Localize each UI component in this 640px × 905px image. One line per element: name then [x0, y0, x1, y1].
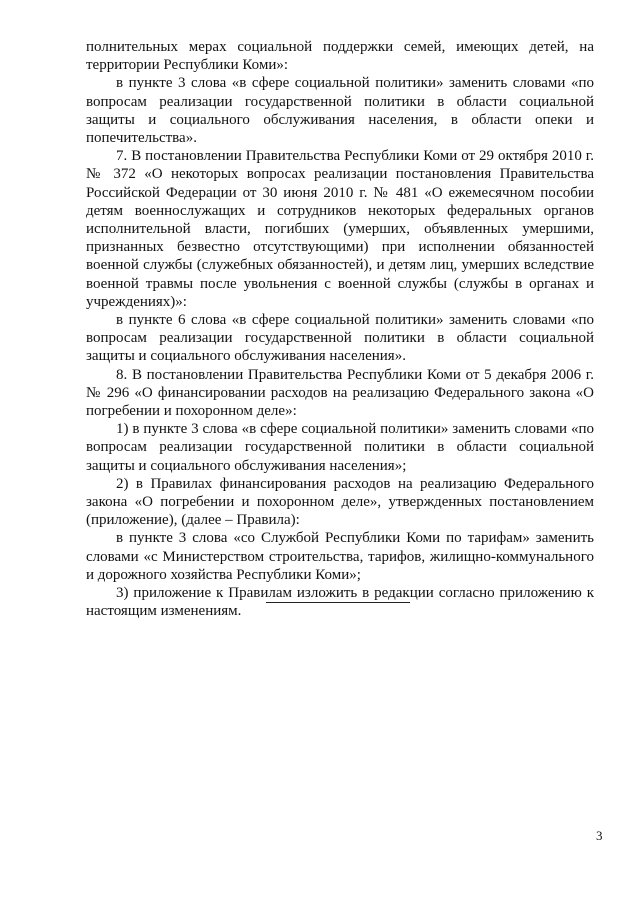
paragraph-item-8: 8. В постановлении Правительства Республики Коми от 5 декабря 2006 г. № 296 «О финансировании расходов на реализацию Федерального закона «О погребении и похоронном деле»:: [86, 366, 594, 420]
paragraph-subitem-1: 1) в пункте 3 слова «в сфере социальной политики» заменить словами «по вопросам реализации государственной политики в области социальной защиты и социального обслуживания населения»;: [86, 421, 594, 474]
paragraph-point-6-amendment: в пункте 6 слова «в сфере социальной политики» заменить словами «по вопросам реализации государственной политики в области социальной защиты и социального обслуживания населения».: [86, 312, 594, 365]
paragraph-subitem-2: 2) в Правилах финансирования расходов на реализацию Федерального закона «О погребении и похоронном деле», утвержденных постановлением (приложение), (далее – Правила):: [86, 475, 594, 529]
end-separator-line: [266, 602, 410, 603]
paragraph-continuation: полнительных мерах социальной поддержки семей, имеющих детей, на территории Республики Коми»:: [86, 39, 594, 74]
paragraph-subitem-2-point-3: в пункте 3 слова «со Службой Республики Коми по тарифам» заменить словами «с Министерством строительства, тарифов, жилищно-коммунального и дорожного хозяйства Республики Коми»;: [86, 530, 594, 583]
paragraph-point-3-amendment: в пункте 3 слова «в сфере социальной политики» заменить словами «по вопросам реализации государственной политики в области социальной защиты и социального обслуживания населения, в области опеки и попечительства».: [86, 75, 594, 147]
page-number: 3: [596, 828, 603, 843]
paragraph-subitem-3: 3) приложение к Правилам изложить в редакции согласно приложению к настоящим изменениям.: [86, 585, 594, 620]
document-body: [86, 38, 594, 621]
paragraph-item-7: 7. В постановлении Правительства Республики Коми от 29 октября 2010 г. № 372 «О некоторых вопросах реализации постановления Правительства Российской Федерации от 30 июня 2010 г. № 481 «О ежемесячном пособии детям военнослужащих и сотрудников некоторых федеральных органов исполнительной власти, погибших (умерших, объявленных умершими, признанных безвестно отсутствующими) при исполнении обязанностей военной службы (служебных обязанностей), и детям лиц, умерших вследствие военной травмы после увольнения с военной службы (службы в органах и учреждениях)»:: [86, 148, 594, 310]
